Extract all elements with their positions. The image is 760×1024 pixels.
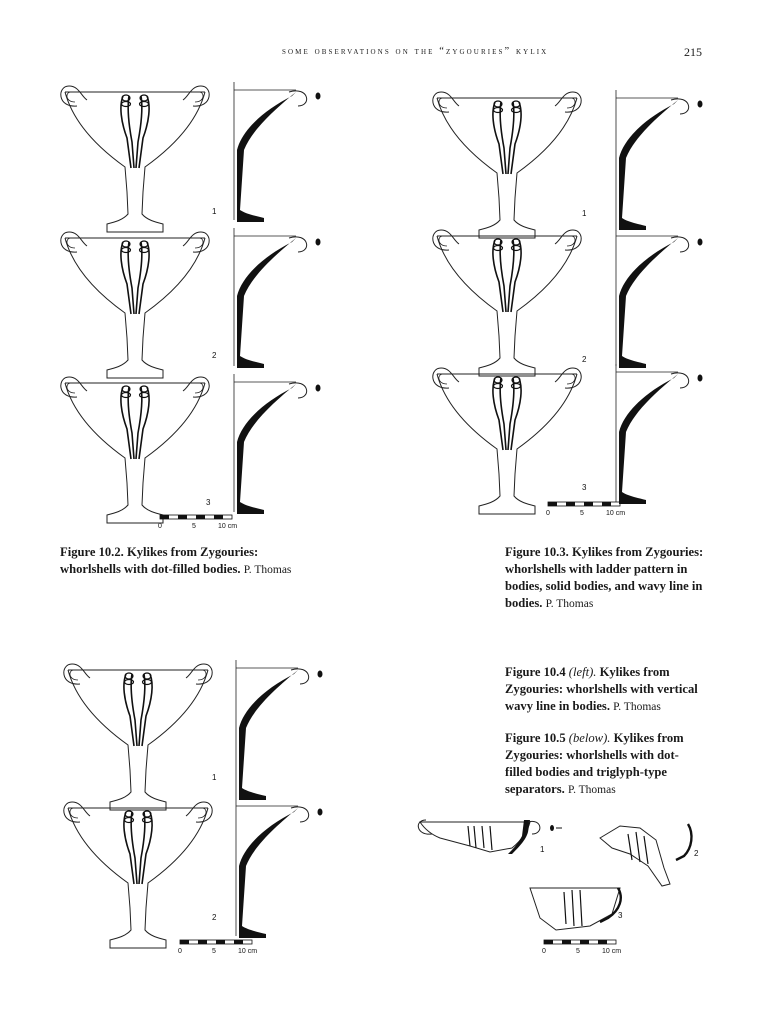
figure-caption-text: Kylikes from Zygouries: whorlshells with ladder pattern in bodies, solid bodies, and wavy line in bodies.: [505, 545, 704, 610]
scale-bar-10-3: [548, 502, 620, 506]
scale-bar-10-2: [160, 515, 232, 519]
scale-label-end: 10 cm: [606, 510, 626, 517]
scale-label-zero: 0: [546, 510, 550, 517]
figure-label: Figure 10.5: [505, 731, 566, 745]
figure-label: Figure 10.3.: [505, 545, 569, 559]
item-number: 2: [694, 849, 699, 858]
kylix-10-2-3: [61, 377, 209, 523]
scale-label-zero: 0: [158, 523, 162, 530]
section-10-4-2: [236, 798, 323, 938]
page-number: 215: [684, 45, 702, 59]
item-number: 1: [212, 773, 217, 782]
fig-10-3-drawings: [433, 90, 703, 517]
item-number: 1: [212, 207, 217, 216]
figure-label: Figure 10.2.: [60, 545, 124, 559]
fragment-10-5-2: [600, 824, 691, 886]
fragment-10-5-3: [530, 888, 621, 930]
scale-label-mid: 5: [212, 948, 216, 955]
item-number: 3: [582, 483, 587, 492]
item-number: 3: [618, 911, 623, 920]
figure-credit: P. Thomas: [613, 701, 661, 713]
section-10-2-1: [234, 82, 321, 222]
kylix-10-2-2: [61, 232, 209, 378]
figure-credit: P. Thomas: [545, 598, 594, 610]
scale-label-end: 10 cm: [218, 523, 238, 530]
item-number: 2: [582, 355, 587, 364]
figure-credit: P. Thomas: [567, 784, 616, 796]
item-number: 2: [212, 351, 217, 360]
figure-qualifier: (below).: [568, 731, 611, 745]
section-10-4-1: [236, 660, 323, 800]
caption-figure-10-3: [505, 544, 705, 613]
scale-label-mid: 5: [580, 510, 584, 517]
figure-credit: P. Thomas: [243, 564, 292, 576]
scale-label-end: 10 cm: [602, 948, 622, 955]
scale-label-zero: 0: [178, 948, 182, 955]
running-title: some observations on the “zygouries” kylix: [282, 46, 549, 57]
kylix-10-3-3: [433, 368, 581, 514]
kylix-10-4-1: [64, 664, 212, 810]
caption-figure-10-5: [505, 730, 703, 799]
item-number: 3: [206, 498, 211, 507]
scale-label-end: 10 cm: [238, 948, 258, 955]
kylix-10-3-1: [433, 92, 581, 238]
section-10-2-2: [234, 228, 321, 368]
figure-qualifier: (left).: [568, 665, 597, 679]
fig-10-2-drawings: [61, 82, 321, 530]
scale-label-mid: 5: [576, 948, 580, 955]
scale-label-mid: 5: [192, 523, 196, 530]
item-number: 2: [212, 913, 217, 922]
figure-caption-text: Kylikes from Zygouries: whorlshells with dot-filled bodies and triglyph-type separators.: [505, 731, 684, 796]
item-number: 1: [540, 845, 545, 854]
caption-figure-10-4: [505, 664, 703, 716]
section-10-3-2: [616, 228, 703, 368]
item-number: 1: [582, 209, 587, 218]
scale-bar-10-4: [180, 940, 252, 944]
kylix-10-2-1: [61, 86, 209, 232]
section-10-3-1: [616, 90, 703, 230]
fig-10-4-drawings: [64, 660, 323, 955]
fig-10-5-drawings: [418, 820, 699, 955]
scale-bar-10-5: [544, 940, 616, 944]
figure-label: Figure 10.4: [505, 665, 566, 679]
section-10-2-3: [234, 374, 321, 514]
figure-caption-text: Kylikes from Zygouries: whorlshells with vertical wavy line in bodies.: [505, 665, 698, 713]
scale-label-zero: 0: [542, 948, 546, 955]
kylix-10-3-2: [433, 230, 581, 376]
section-10-3-3: [616, 364, 703, 504]
caption-figure-10-2: [60, 544, 300, 579]
kylix-10-4-2: [64, 802, 212, 948]
figure-caption-text: Kylikes from Zygouries: whorlshells with dot-filled bodies.: [60, 545, 259, 576]
